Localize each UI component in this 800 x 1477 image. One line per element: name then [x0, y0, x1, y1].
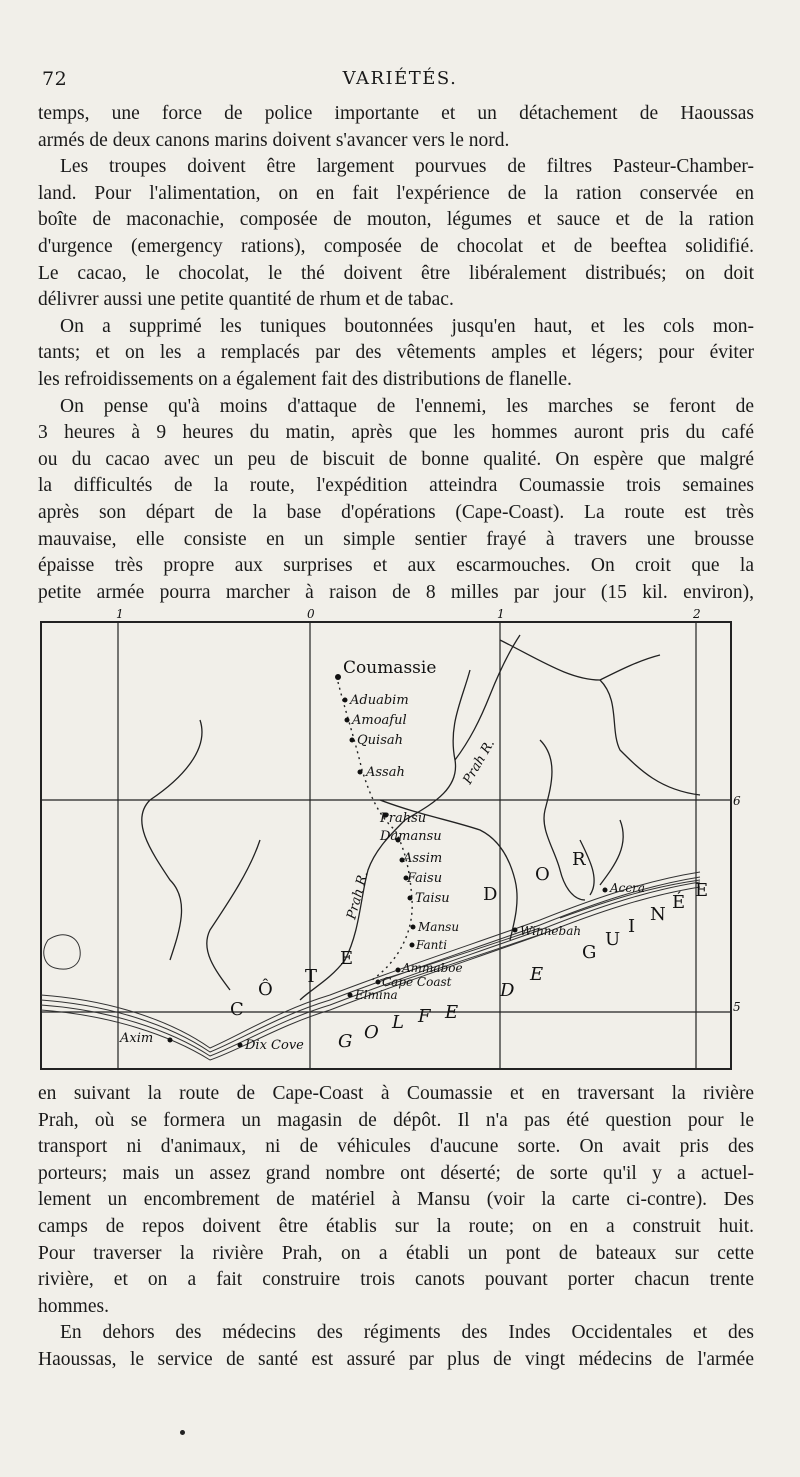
scale-top-0: 0	[307, 607, 315, 621]
print-speck	[180, 1430, 185, 1435]
text-line: land. Pour l'alimentation, on en fait l'expérience de la ration conservée en	[38, 182, 754, 204]
text-line: après son départ de la base d'opérations (Cape-Coast). La route est très	[38, 501, 754, 523]
text-line: la difficultés de la route, l'expédition atteindra Coumassie trois semaines	[38, 475, 754, 497]
town-dix-cove: Dix Cove	[245, 1038, 304, 1053]
text-line: Pour traverser la rivière Prah, on a établi un pont de bateaux sur cette	[38, 1242, 754, 1264]
page-number: 72	[42, 68, 68, 90]
town-damansu: Damansu	[380, 829, 442, 844]
map-canvas	[0, 600, 800, 1080]
region-letter-d: D	[483, 884, 498, 905]
river-prah-north: Prah R.	[460, 736, 499, 787]
town-aduabim: Aduabim	[350, 693, 409, 708]
town-prahsu: Prahsu	[380, 811, 427, 826]
gulf-letter-n: N	[650, 904, 666, 925]
body-text-bottom	[38, 1081, 754, 1374]
town-accra: Accra	[610, 881, 645, 895]
text-line: En dehors des médecins des régiments des Indes Occidentales et des	[60, 1322, 754, 1344]
town-assah: Assah	[366, 765, 405, 780]
town-assim: Assim	[403, 851, 443, 866]
gulf-letter-i: I	[628, 916, 636, 937]
town-taisu: Taisu	[415, 891, 450, 906]
region-letter-e: E	[340, 948, 354, 969]
town-fanti: Fanti	[416, 938, 448, 952]
text-line: lement un encombrement de matériel à Mansu (voir la carte ci-contre). Des	[38, 1189, 754, 1211]
text-line: transport ni d'animaux, ni de véhicules d'aucune sorte. On avait pris des	[38, 1136, 754, 1158]
text-line: temps, une force de police importante et un détachement de Haoussas	[38, 103, 754, 124]
gulf-letter-u: U	[605, 929, 621, 950]
text-line: ou du cacao avec un peu de biscuit de bonne qualité. On espère que malgré	[38, 448, 754, 470]
gulf-letter-g2: G	[582, 942, 597, 963]
gulf-letter-g: G	[338, 1031, 353, 1052]
text-line: Les troupes doivent être largement pourvues de filtres Pasteur-Chamber-	[60, 156, 754, 178]
text-line: armés de deux canons marins doivent s'avancer vers le nord.	[38, 129, 510, 151]
scale-top-1b: 1	[497, 607, 505, 621]
text-line: d'urgence (emergency rations), composée de chocolat et de beeftea solidifié.	[38, 235, 754, 257]
text-line: Le cacao, le chocolat, le thé doivent être libéralement distribués; on doit	[38, 262, 754, 284]
town-elmina: Elmina	[355, 988, 398, 1002]
text-line: les refroidissements on a également fait des distributions de flanelle.	[38, 368, 572, 390]
region-letter-c: C	[230, 999, 244, 1020]
region-letter-o2: O	[535, 864, 550, 885]
region-letter-r: R	[572, 849, 586, 870]
text-line: en suivant la route de Cape-Coast à Coumassie et en traversant la rivière	[38, 1083, 754, 1104]
text-line: On pense qu'à moins d'attaque de l'ennemi, les marches se feront de	[60, 395, 754, 417]
town-amoaful: Amoaful	[352, 713, 407, 728]
text-line: On a supprimé les tuniques boutonnées jusqu'en haut, et les cols mon-	[60, 315, 754, 337]
text-line: hommes.	[38, 1295, 109, 1317]
gulf-letter-d: D	[500, 980, 515, 1001]
text-line: boîte de maconachie, composée de mouton, légumes et sauce et de la ration	[38, 209, 754, 231]
scale-top-1: 1	[116, 607, 124, 621]
gulf-letter-e2: E	[530, 964, 544, 985]
scale-top-2: 2	[693, 607, 701, 621]
region-letter-t: T	[305, 966, 318, 987]
text-line: épaisse très propre aux surprises et aux escarmouches. On croit que la	[38, 555, 754, 577]
text-line: délivrer aussi une petite quantité de rhum et de tabac.	[38, 289, 454, 311]
gulf-letter-l: L	[392, 1012, 404, 1033]
text-line: tants; et on les a remplacés par des vêtements amples et légers; pour éviter	[38, 342, 754, 364]
town-coumassie: Coumassie	[343, 658, 437, 678]
gulf-letter-e4: E	[695, 880, 709, 901]
town-cape-coast: Cape Coast	[382, 975, 452, 989]
body-text-top	[38, 101, 754, 606]
text-line: camps de repos doivent être établis sur la route; on en a construit huit.	[38, 1215, 754, 1237]
region-letter-o: Ô	[258, 979, 273, 1000]
text-line: petite armée pourra marcher à raison de 8 milles par jour (15 kil. environ),	[38, 581, 754, 603]
river-prah-south: Prah R.	[344, 869, 372, 922]
map-figure	[0, 600, 800, 1080]
running-title: VARIÉTÉS.	[342, 68, 458, 89]
gulf-letter-e3: É	[672, 892, 686, 913]
gulf-letter-f: F	[418, 1006, 431, 1027]
lagoon-outline	[44, 935, 80, 969]
town-faisu: Faisu	[407, 871, 443, 886]
text-line: Haoussas, le service de santé est assuré par plus de vingt médecins de l'armée	[38, 1348, 754, 1370]
scale-right-5: 5	[733, 1000, 741, 1014]
town-ammaboe: Ammaboe	[402, 961, 463, 975]
gulf-letter-o: O	[364, 1022, 379, 1043]
text-line: porteurs; mais un assez grand nombre ont déserté; de sorte qu'il y a actuel-	[38, 1162, 754, 1184]
text-line: mauvaise, elle consiste en un simple sentier frayé à travers une brousse	[38, 528, 754, 550]
text-line: 3 heures à 9 heures du matin, après que les hommes auront pris du café	[38, 422, 754, 444]
town-quisah: Quisah	[357, 733, 403, 748]
town-winnebah: Winnebah	[520, 924, 582, 938]
text-line: rivière, et on a fait construire trois canots pouvant porter chacun trente	[38, 1269, 754, 1291]
town-axim: Axim	[120, 1031, 154, 1046]
text-line: Prah, où se formera un magasin de dépôt. Il n'a pas été question pour le	[38, 1109, 754, 1131]
town-mansu: Mansu	[418, 920, 460, 934]
scale-right-6: 6	[733, 794, 741, 808]
gulf-letter-e: E	[445, 1002, 459, 1023]
